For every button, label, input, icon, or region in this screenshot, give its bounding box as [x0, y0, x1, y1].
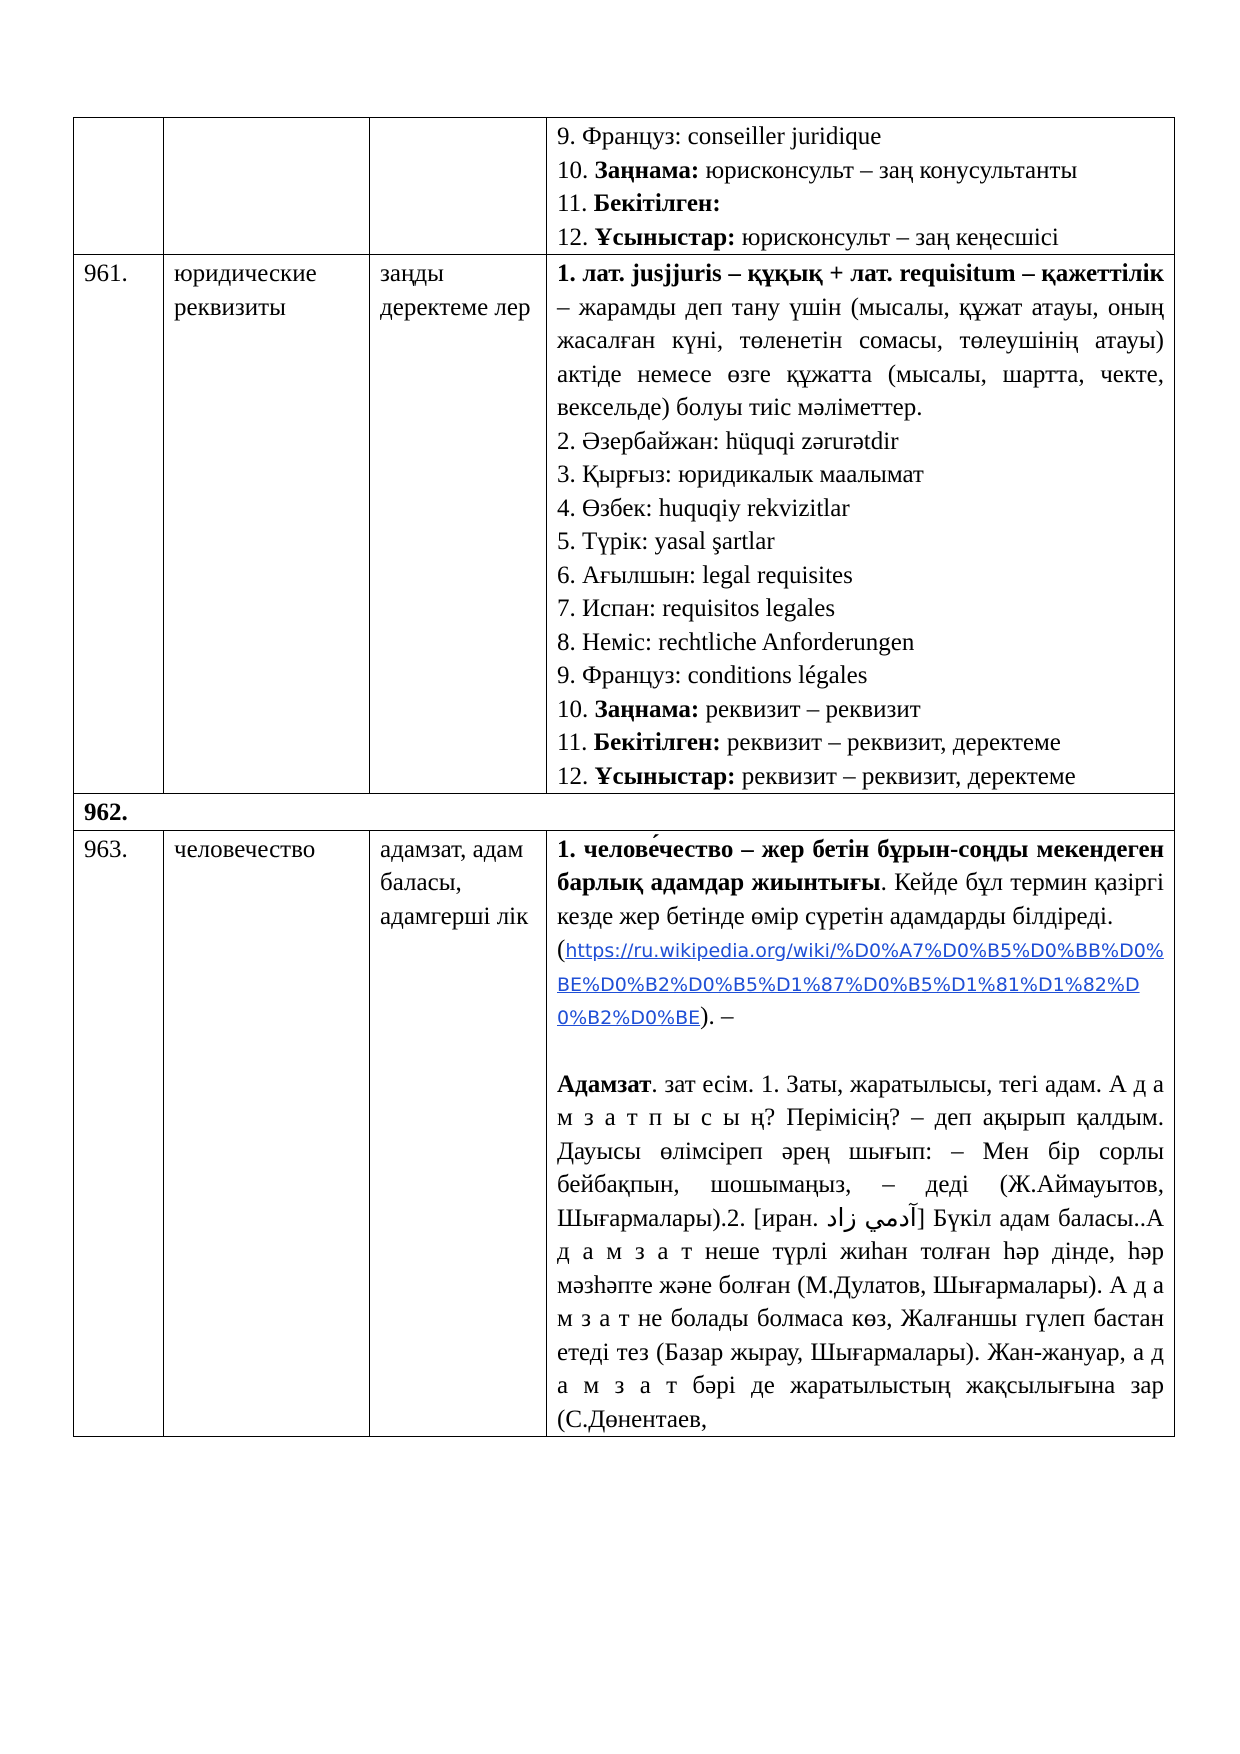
item-text: Өзбек: huquqiy rekvizitlar [582, 494, 850, 522]
definition-paragraph [557, 257, 1164, 425]
list-item [557, 659, 1164, 693]
item-text: юрисконсульт – заң конусультанты [705, 156, 1078, 184]
item-text: Ағылшын: legal requisites [582, 561, 853, 589]
definition-paragraph [557, 833, 1164, 934]
list-item [557, 425, 1164, 459]
russian-term-cell: человечество [164, 830, 370, 1437]
item-label: Бекітілген: [593, 729, 721, 756]
table-row [74, 830, 1175, 1437]
list-item [557, 726, 1164, 760]
item-number: 9. [557, 662, 576, 689]
list-item [557, 693, 1164, 727]
number-cell: 963. [74, 830, 164, 1437]
definition-cell [547, 830, 1175, 1437]
dictionary-paragraph [557, 1068, 1164, 1437]
item-number: 12. [557, 762, 589, 790]
definition-text: . Кейде бұл термин қазіргі кезде жер бетінде өмір сүретін адамдарды білдіреді. [557, 869, 1164, 930]
item-number: 6. [557, 561, 576, 589]
item-text: Француз: conditions légales [582, 662, 868, 689]
item-number: 9. [557, 123, 576, 150]
item-label: Бекітілген: [593, 190, 721, 217]
table-row [74, 118, 1175, 255]
kazakh-term-cell: заңды деректеме лер [370, 255, 547, 794]
item-number: 10. [557, 695, 589, 723]
item-label: Заңнама: [594, 695, 700, 723]
item-text: Түрік: yasal şartlar [582, 528, 775, 555]
paren-close: ). – [700, 1003, 734, 1030]
definition-etymology: 1. лат. jusjjuris – құқық + лат. requisitum – қажеттілік [557, 260, 1164, 287]
item-number: 11. [557, 190, 588, 217]
number-cell [74, 118, 164, 255]
source-reference [557, 933, 1164, 1034]
item-text: Неміс: rechtliche Anforderungen [582, 628, 915, 656]
kazakh-term-cell: адамзат, адам баласы, адамгерші лік [370, 830, 547, 1437]
item-number: 2. [557, 427, 576, 455]
list-item [557, 221, 1164, 255]
item-label: Ұсыныстар: [594, 762, 736, 790]
item-number: 7. [557, 595, 576, 622]
headword: Адамзат [557, 1070, 652, 1098]
definition-heading: 1. челове́чество – жер бетін бұрын-соңды мекендеген барлық адамдар жиынтығы [557, 835, 1164, 896]
table-row [74, 794, 1175, 831]
list-item [557, 592, 1164, 626]
list-item [557, 760, 1164, 794]
number-cell: 961. [74, 255, 164, 794]
item-number: 4. [557, 494, 576, 522]
item-number: 11. [557, 729, 588, 756]
kazakh-term-cell [370, 118, 547, 255]
list-item [557, 559, 1164, 593]
russian-term-cell: юридические реквизиты [164, 255, 370, 794]
list-item [557, 626, 1164, 660]
item-number: 8. [557, 628, 576, 656]
item-number: 10. [557, 156, 589, 184]
definition-cell [547, 255, 1175, 794]
list-item [557, 458, 1164, 492]
item-number: 3. [557, 461, 576, 488]
list-item [557, 187, 1164, 221]
number-cell: 962. [74, 794, 1175, 831]
paren-open: ( [557, 936, 566, 963]
item-label: Ұсыныстар: [594, 223, 736, 251]
translation-list [557, 425, 1164, 794]
list-item [557, 525, 1164, 559]
item-number: 12. [557, 223, 589, 251]
list-item [557, 492, 1164, 526]
definition-cell [547, 118, 1175, 255]
item-number: 5. [557, 528, 576, 555]
item-text: реквизит – реквизит [705, 695, 921, 723]
item-text: Қырғыз: юридикалык маалымат [582, 461, 924, 488]
item-text: реквизит – реквизит, деректеме [741, 762, 1076, 790]
terminology-table [73, 117, 1175, 1437]
dictionary-text: . зат есім. 1. Заты, жаратылысы, тегі адам. А д а м з а т п ы с ы ң? Перімісің? – деп ақырып қалдым. Дауысы өлімсіреп әрең шығып: – Мен бір сорлы бейбақпын, шошымаңыз, – деді (Ж.Аймауытов, Шығармалары).2. [иран. آدمي زاد] Бүкіл адам баласы..А д а м з а т неше түрлі жиһан толған һәр дінде, һәр мәзһәпте және болған (М.Дулатов, Шығармалары). А д а м з а т не болады болмаса көз, Жалғаншы гүлеп бастан етеді тез (Базар жырау, Шығармалары). Жан-жануар, а д а м з а т бәрі де жаратылыстың жақсылығына зар (С.Дөнентаев, [557, 1070, 1165, 1433]
item-label: Заңнама: [594, 156, 700, 184]
item-text: реквизит – реквизит, деректеме [726, 729, 1061, 756]
definition-text: – жарамды деп тану үшін (мысалы, құжат атауы, оның жасалған күні, төленетін сомасы, төлеушінің атауы) актіде немесе өзге құжатта (мысалы, шартта, чекте, вексельде) болуы тиіс мәліметтер. [557, 293, 1164, 421]
wikipedia-link[interactable]: https://ru.wikipedia.org/wiki/%D0%A7%D0%B5%D0%BB%D0%BE%D0%B2%D0%B5%D1%87%D0%B5%D1%81%D1%82%D0%B2%D0%BE [557, 940, 1164, 1029]
list-item [557, 120, 1164, 154]
spacer [557, 1034, 1164, 1068]
russian-term-cell [164, 118, 370, 255]
list-item [557, 154, 1164, 188]
table-row [74, 255, 1175, 794]
item-text: юрисконсульт – заң кеңесшісі [741, 223, 1059, 251]
item-text: Испан: requisitos legales [582, 595, 836, 622]
item-text: Француз: conseiller juridique [582, 123, 882, 150]
item-text: Әзербайжан: hüquqi zərurətdir [582, 427, 899, 455]
